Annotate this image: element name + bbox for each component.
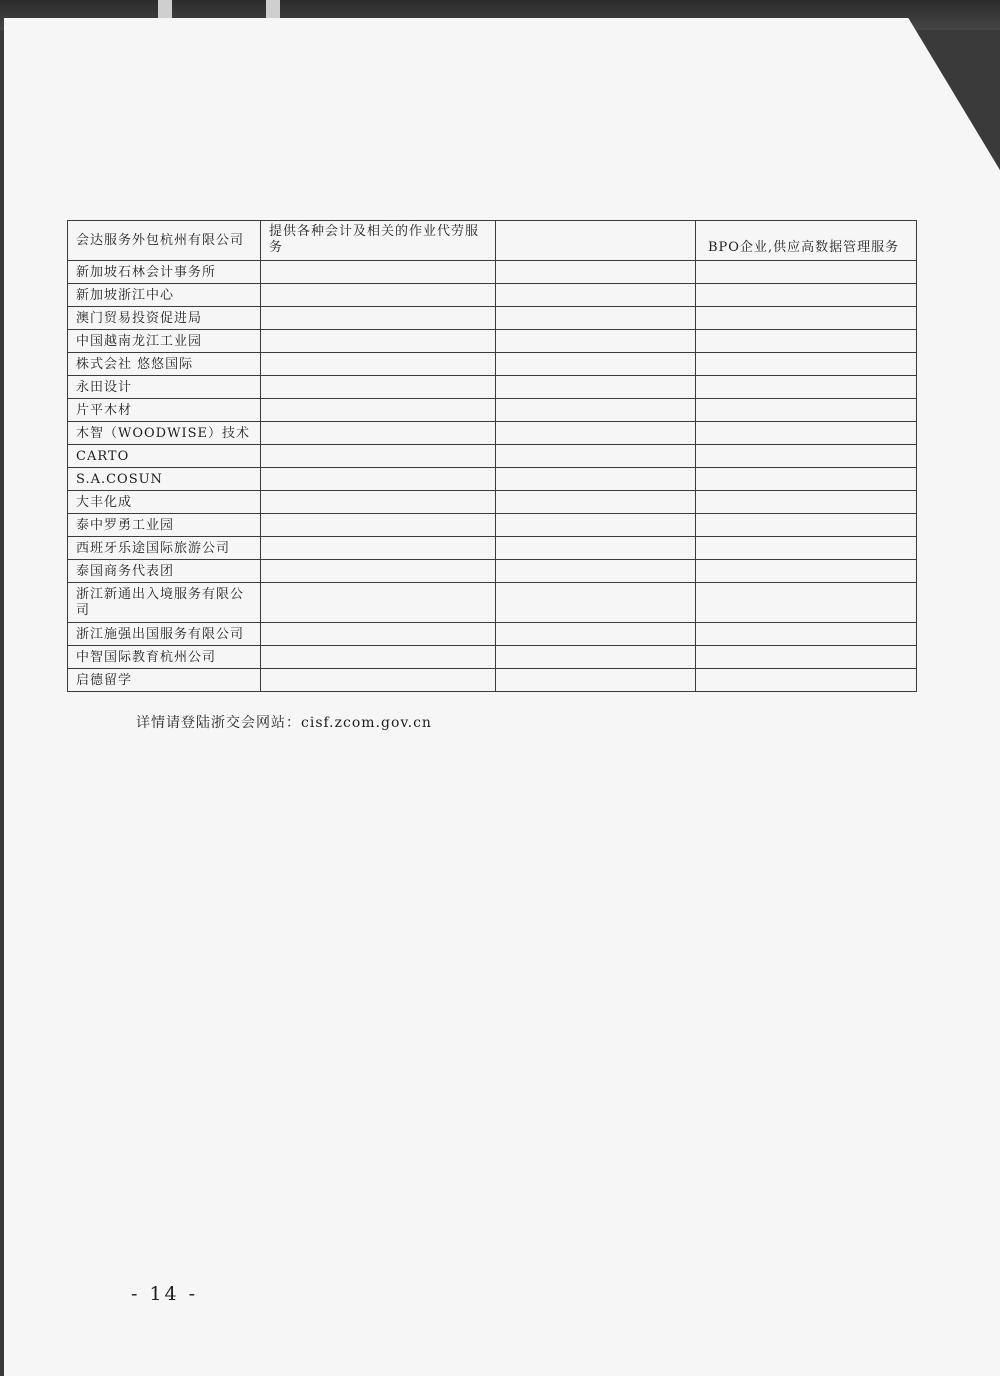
service-cell [261, 376, 496, 399]
table-row [68, 646, 917, 669]
company-cell: 泰国商务代表团 [68, 560, 261, 583]
company-cell: 片平木材 [68, 399, 261, 422]
table-row [68, 261, 917, 284]
company-cell: 西班牙乐途国际旅游公司 [68, 537, 261, 560]
blank-cell [496, 560, 696, 583]
blank-cell [496, 284, 696, 307]
service-cell [261, 445, 496, 468]
service-cell [261, 468, 496, 491]
blank-cell [496, 445, 696, 468]
note-cell [696, 353, 917, 376]
note-cell [696, 422, 917, 445]
note-cell [696, 583, 917, 623]
note-cell [696, 491, 917, 514]
blank-cell [496, 491, 696, 514]
service-cell [261, 669, 496, 692]
company-cell: 中智国际教育杭州公司 [68, 646, 261, 669]
company-cell: 木智（WOODWISE）技术 [68, 422, 261, 445]
table-row [68, 284, 917, 307]
exhibitor-table [67, 220, 917, 692]
table-row [68, 422, 917, 445]
table-row [68, 353, 917, 376]
blank-cell [496, 537, 696, 560]
blank-cell [496, 646, 696, 669]
service-cell [261, 353, 496, 376]
blank-cell [496, 221, 696, 261]
company-cell: CARTO [68, 445, 261, 468]
service-cell [261, 261, 496, 284]
table-row [68, 307, 917, 330]
page-number: - 14 - [131, 1283, 199, 1305]
note-cell [696, 307, 917, 330]
blank-cell [496, 669, 696, 692]
table-row [68, 623, 917, 646]
blank-cell [496, 330, 696, 353]
note-cell [696, 537, 917, 560]
table-row [68, 330, 917, 353]
table-row [68, 445, 917, 468]
service-cell [261, 646, 496, 669]
company-cell: 澳门贸易投资促进局 [68, 307, 261, 330]
service-cell [261, 399, 496, 422]
blank-cell [496, 261, 696, 284]
blank-cell [496, 399, 696, 422]
table-row [68, 376, 917, 399]
note-cell [696, 669, 917, 692]
table-row [68, 221, 917, 261]
table-row [68, 560, 917, 583]
company-cell: 大丰化成 [68, 491, 261, 514]
company-cell: 新加坡浙江中心 [68, 284, 261, 307]
table-row [68, 669, 917, 692]
table-row [68, 399, 917, 422]
company-cell: 株式会社 悠悠国际 [68, 353, 261, 376]
note-cell [696, 330, 917, 353]
table-row [68, 583, 917, 623]
service-cell [261, 307, 496, 330]
website-note: 详情请登陆浙交会网站：cisf.zcom.gov.cn [136, 715, 432, 731]
blank-cell [496, 307, 696, 330]
note-cell [696, 560, 917, 583]
service-cell [261, 514, 496, 537]
note-cell [696, 284, 917, 307]
table-row [68, 514, 917, 537]
company-cell: 泰中罗勇工业园 [68, 514, 261, 537]
table-row [68, 537, 917, 560]
table-row [68, 491, 917, 514]
note-cell [696, 376, 917, 399]
blank-cell [496, 468, 696, 491]
service-cell [261, 537, 496, 560]
service-cell [261, 623, 496, 646]
service-cell [261, 583, 496, 623]
blank-cell [496, 514, 696, 537]
note-cell: BPO企业,供应高数据管理服务 [696, 221, 917, 261]
blank-cell [496, 623, 696, 646]
service-cell [261, 330, 496, 353]
company-cell: 新加坡石林会计事务所 [68, 261, 261, 284]
blank-cell [496, 376, 696, 399]
company-cell: S.A.COSUN [68, 468, 261, 491]
note-cell [696, 261, 917, 284]
note-cell [696, 514, 917, 537]
company-cell: 会达服务外包杭州有限公司 [68, 221, 261, 261]
note-cell [696, 623, 917, 646]
blank-cell [496, 353, 696, 376]
company-cell: 浙江施强出国服务有限公司 [68, 623, 261, 646]
service-cell [261, 560, 496, 583]
company-cell: 中国越南龙江工业园 [68, 330, 261, 353]
service-cell: 提供各种会计及相关的作业代劳服务 [261, 221, 496, 261]
service-cell [261, 422, 496, 445]
note-cell [696, 468, 917, 491]
service-cell [261, 491, 496, 514]
company-cell: 浙江新通出入境服务有限公司 [68, 583, 261, 623]
note-cell [696, 445, 917, 468]
company-cell: 启德留学 [68, 669, 261, 692]
note-cell [696, 646, 917, 669]
table-row [68, 468, 917, 491]
blank-cell [496, 422, 696, 445]
blank-cell [496, 583, 696, 623]
note-cell [696, 399, 917, 422]
service-cell [261, 284, 496, 307]
company-cell: 永田设计 [68, 376, 261, 399]
